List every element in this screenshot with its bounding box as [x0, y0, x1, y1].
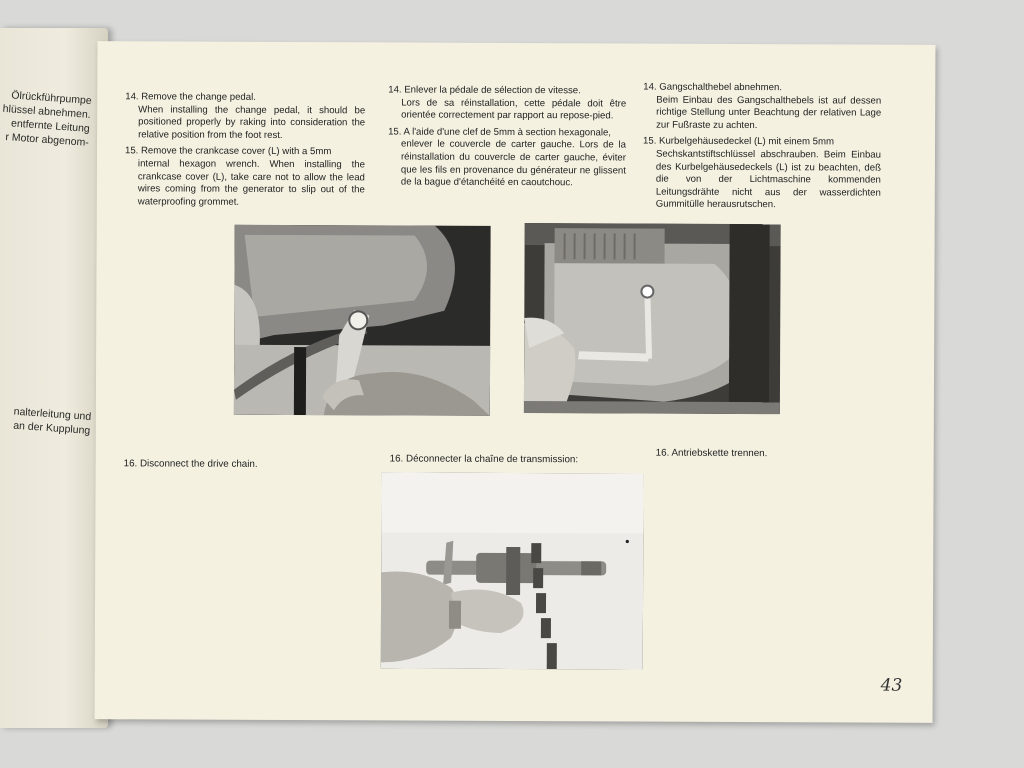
- step-heading: 14. Remove the change pedal.: [125, 91, 256, 103]
- step-heading: 15. A l'aide d'une clef de 5mm à section hexagonale,: [388, 126, 611, 139]
- step-body: Lors de sa réinstallation, cette pédale doit être orientée correctement par rapport au repose-pied.: [401, 97, 627, 122]
- step-heading: 14. Enlever la pédale de sélection de vitesse.: [388, 84, 581, 97]
- step-body: Sechskantstiftschlüssel abschrauben. Beim Einbau des Kurbelgehäusedeckels (L) ist zu beachten, deß die von der Lichtmaschine kommenden Leitungsdrähte nicht aus der wasserdichten Gummitülle herausrutschen.: [655, 148, 882, 211]
- left-page-text-top: [0, 88, 92, 150]
- step-heading: 15. Remove the crankcase cover (L) with a 5mm: [124, 145, 332, 158]
- left-line: an der Kupplung: [13, 419, 91, 437]
- step-14-de: [643, 82, 881, 133]
- step-heading: 14. Gangschalthebel abnehmen.: [643, 81, 782, 94]
- column-english: [125, 91, 366, 213]
- step-15-de: [643, 136, 881, 213]
- photo-change-pedal: [234, 225, 491, 416]
- caption-step-16-en: 16. Disconnect the drive chain.: [123, 458, 258, 470]
- step-body: Beim Einbau des Gangschalthebels ist auf dessen richtige Stellung unter Beachtung der relativen Lage zur Fußraste zu achten.: [656, 94, 882, 131]
- left-line: hlüssel abnehmen.: [2, 102, 91, 121]
- left-line: entfernte Leitung: [10, 117, 90, 135]
- left-line: r Motor abgenom-: [4, 131, 90, 149]
- caption-step-16-de: 16. Antriebskette trennen.: [655, 447, 768, 460]
- step-14-en: [125, 91, 365, 142]
- left-page-text-bottom: [13, 405, 92, 438]
- step-body: internal hexagon wrench. When installing the crankcase cover (L), take care not to allow the lead wires coming from the generator to slip out of the waterproofing grommet.: [137, 158, 365, 208]
- left-line: nalterleitung und: [13, 405, 92, 423]
- step-15-en: [125, 146, 365, 210]
- page-number: 43: [880, 675, 903, 696]
- left-line: Ölrückführpumpe: [10, 89, 92, 107]
- manual-page: [95, 41, 936, 723]
- column-german: [643, 82, 882, 217]
- photo-drive-chain: [381, 472, 644, 669]
- column-french: [388, 84, 626, 194]
- photo-crankcase-cover: [524, 223, 781, 414]
- step-heading: 15. Kurbelgehäusedeckel (L) mit einem 5mm: [643, 135, 834, 148]
- step-14-fr: [388, 84, 626, 123]
- step-15-fr: [388, 126, 626, 190]
- step-body: enlever le couvercle de carter gauche. Lors de la réinstallation du couvercle de carter gauche, éviter que les fils en provenance du générateur ne glissent de la bague d'étanchéité en caoutchouc.: [400, 138, 627, 189]
- left-facing-page: [0, 28, 108, 728]
- caption-step-16-fr: 16. Déconnecter la chaîne de transmission:: [389, 453, 579, 466]
- step-body: When installing the change pedal, it should be positioned properly by raking into consideration the relative position from the foot rest.: [138, 103, 366, 141]
